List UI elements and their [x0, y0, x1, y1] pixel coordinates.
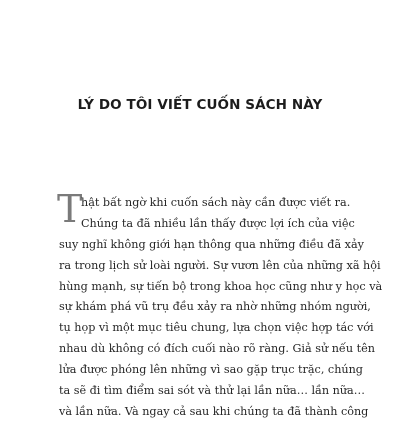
paragraph-line: Chúng ta đã nhiều lần thấy được lợi ích của việc: [81, 216, 355, 230]
paragraph-line: hùng mạnh, sự tiến bộ trong khoa học cũng như y học và: [59, 279, 383, 293]
drop-cap-letter: T: [57, 187, 83, 231]
paragraph-line: sự khám phá vũ trụ đều xảy ra nhờ những nhóm người,: [59, 300, 371, 314]
paragraph-line: ta sẽ đi tìm điểm sai sót và thử lại lần nữa… lần nữa…: [59, 384, 365, 398]
body-paragraph: [59, 193, 383, 423]
paragraph-line: nhau dù không có đích cuối nào rõ ràng. Giả sử nếu tên: [59, 342, 375, 356]
chapter-title: LÝ DO TÔI VIẾT CUỐN SÁCH NÀY: [77, 97, 323, 113]
paragraph-line: và lần nữa. Và ngay cả sau khi chúng ta đã thành công: [59, 404, 369, 418]
paragraph-line: suy nghĩ không giới hạn thông qua những điều đã xảy: [59, 237, 364, 251]
paragraph-line: lửa được phóng lên những vì sao gặp trục trặc, chúng: [59, 363, 363, 377]
paragraph-line: hật bất ngờ khi cuốn sách này cần được viết ra.: [81, 196, 351, 209]
paragraph-line: ra trong lịch sử loài người. Sự vươn lên của những xã hội: [59, 258, 381, 272]
paragraph-line: tụ họp vì một mục tiêu chung, lựa chọn việc hợp tác với: [59, 321, 374, 335]
